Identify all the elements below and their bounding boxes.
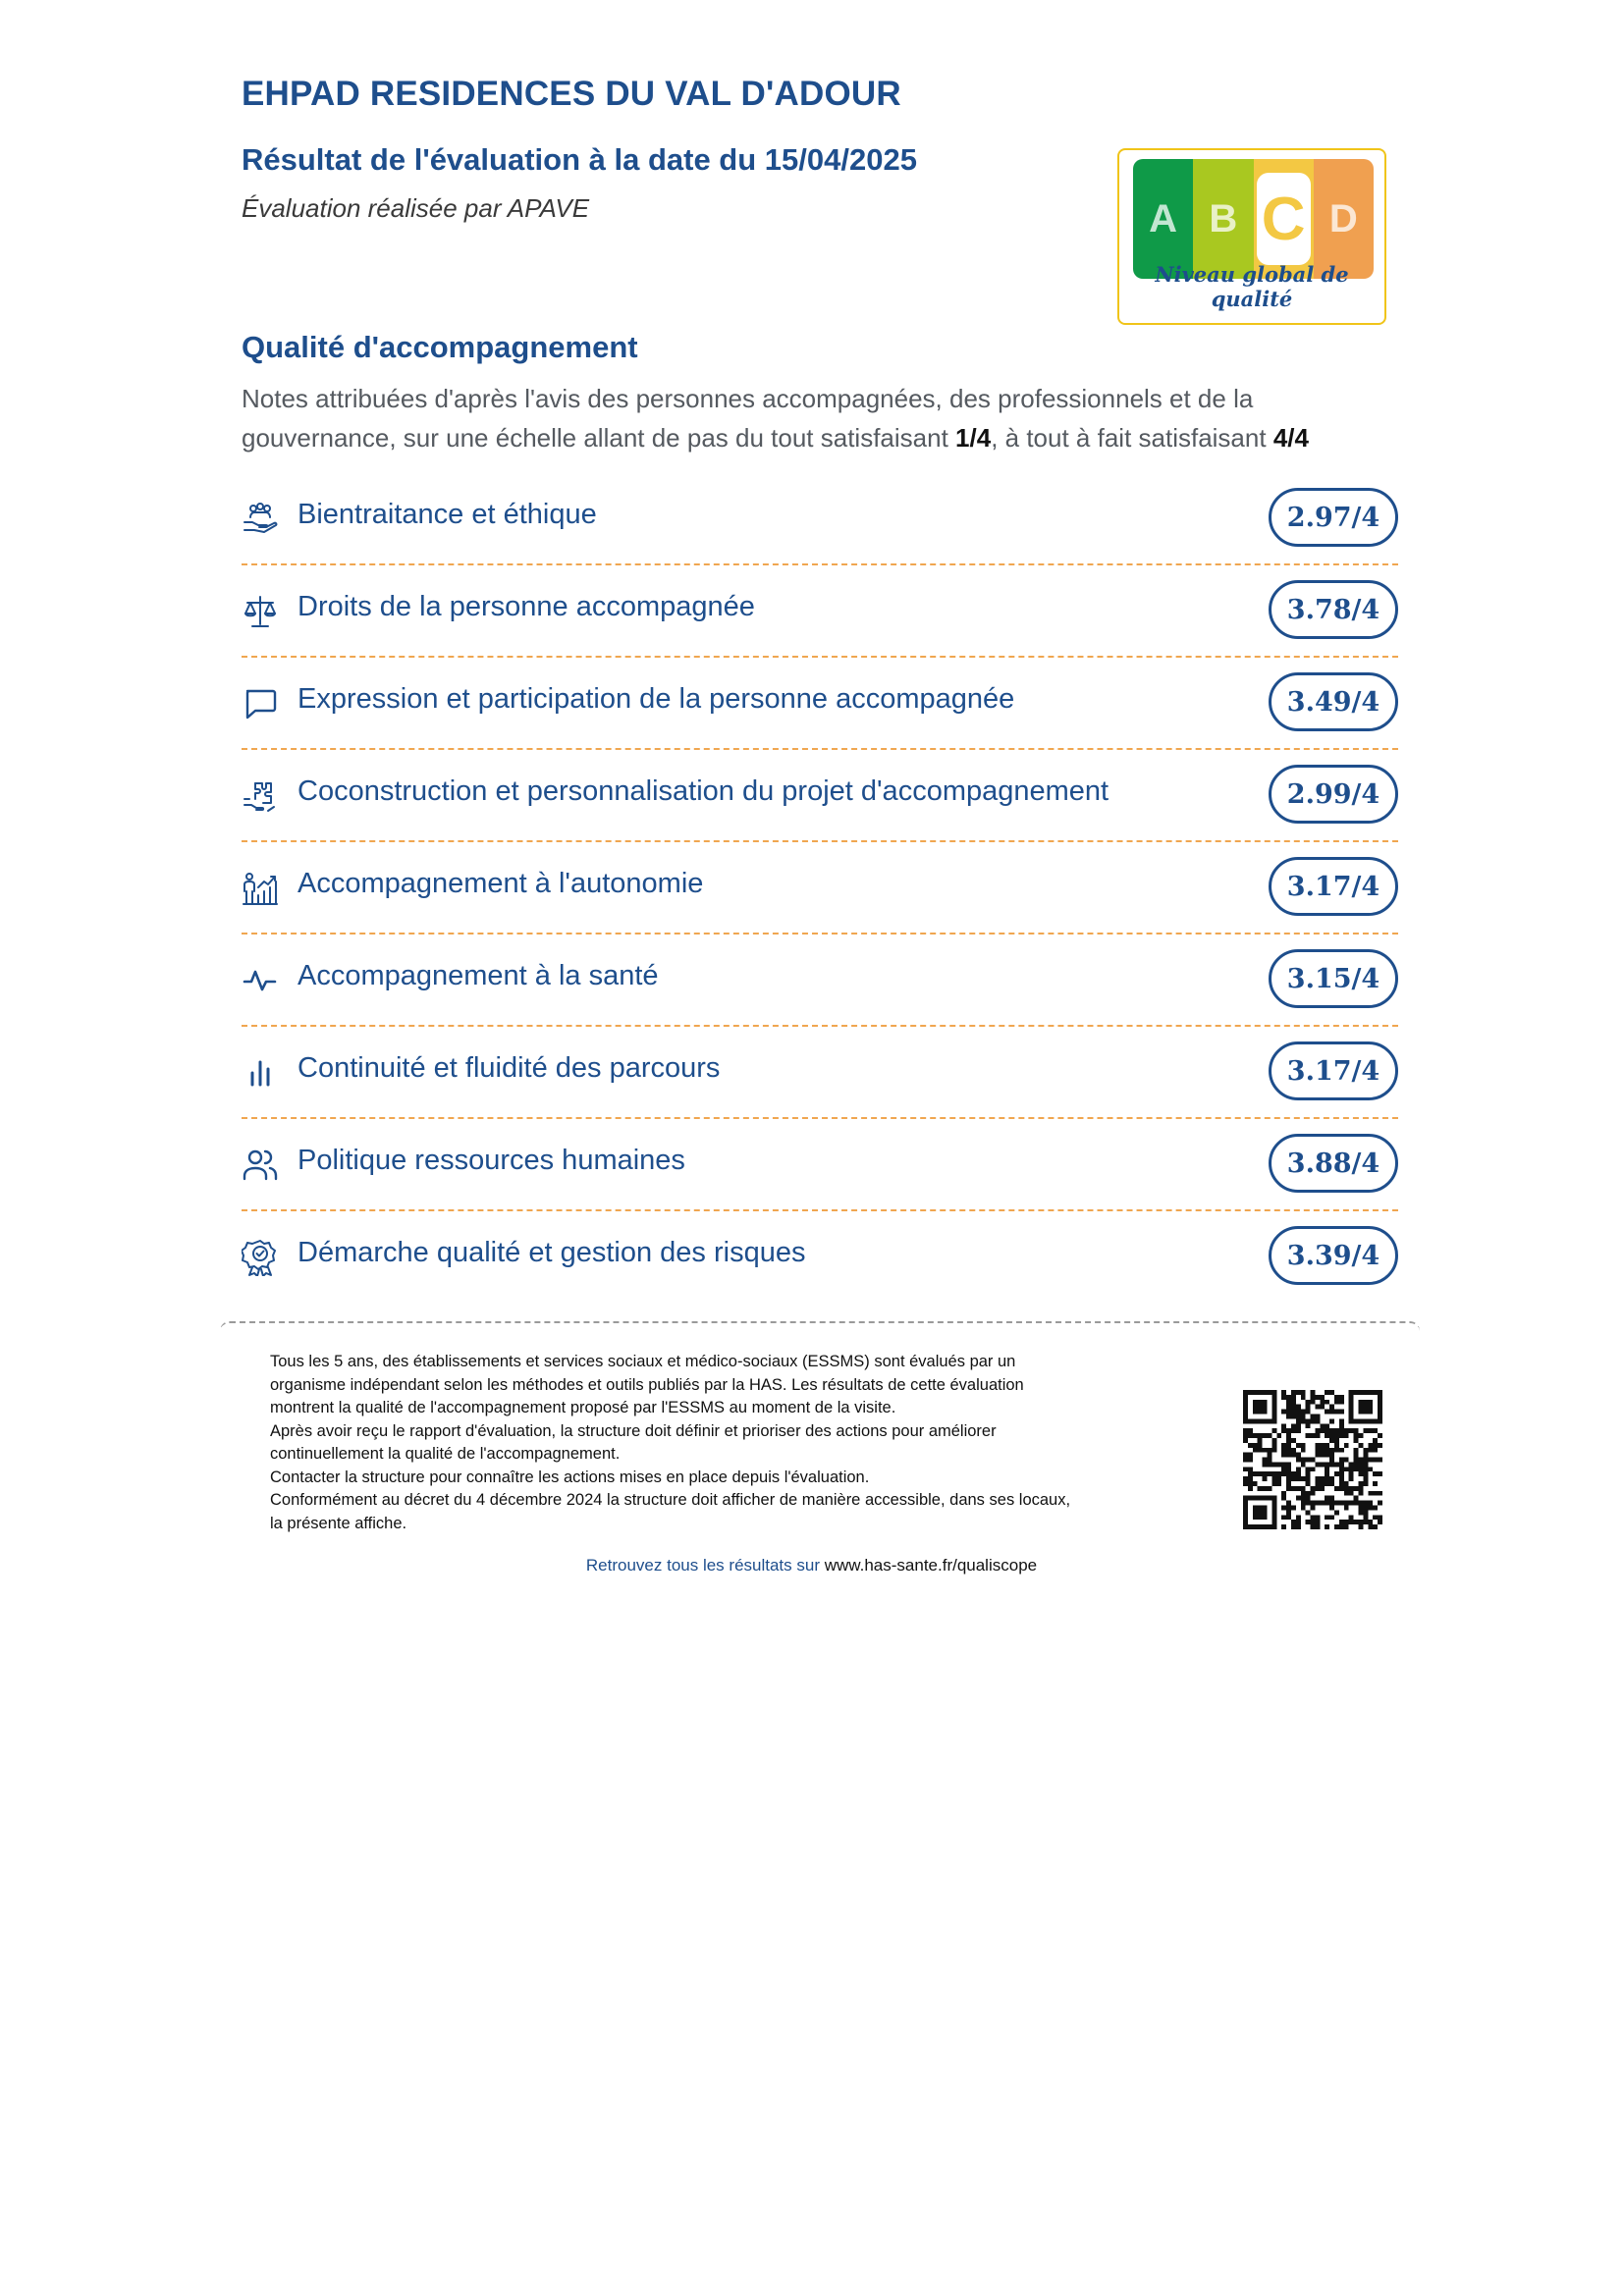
quality-badge (1117, 148, 1386, 325)
criteria-list (242, 473, 1398, 1304)
pulse-icon (242, 962, 279, 999)
level-letter: B (1209, 196, 1238, 240)
evaluator: Évaluation réalisée par APAVE (242, 193, 590, 223)
growth-chart-person-icon (242, 870, 279, 907)
result-title: Résultat de l'évaluation à la date du 15/04/2025 (242, 142, 917, 177)
footer-line: Après avoir reçu le rapport d'évaluation, la structure doit définir et prioriser des actions pour améliorer continuellement la qualité de l'accompagnement. (270, 1421, 997, 1463)
criterion-row (242, 842, 1398, 934)
level-letter: A (1149, 196, 1178, 240)
score-badge: 3.17/4 (1269, 1041, 1398, 1100)
criterion-label: Continuité et fluidité des parcours (298, 1052, 721, 1084)
criterion-row (242, 1119, 1398, 1211)
score-badge: 3.17/4 (1269, 857, 1398, 916)
footer-line: Contacter la structure pour connaître les actions mises en place depuis l'évaluation. (270, 1468, 870, 1486)
criterion-row (242, 473, 1398, 565)
source-url-link[interactable]: www.has-sante.fr/qualiscope (824, 1556, 1038, 1575)
criterion-row (242, 658, 1398, 750)
establishment-name: EHPAD RESIDENCES DU VAL D'ADOUR (242, 75, 901, 113)
active-level: C (1257, 173, 1311, 265)
level-a (1133, 159, 1193, 279)
level-d (1314, 159, 1374, 279)
qr-code-icon[interactable] (1243, 1390, 1382, 1529)
level-c-active (1254, 159, 1314, 279)
criterion-label: Politique ressources humaines (298, 1145, 685, 1176)
score-badge: 3.78/4 (1269, 580, 1398, 639)
level-b (1193, 159, 1253, 279)
quality-scale (1133, 159, 1374, 279)
intro-text-1: Notes attribuées d'après l'avis des personnes accompagnées, des professionnels et de la gouvernance, sur une échelle allant de pas du tout satisfaisant (242, 384, 1254, 453)
criterion-label: Droits de la personne accompagnée (298, 591, 755, 622)
score-badge: 3.88/4 (1269, 1134, 1398, 1193)
criterion-label: Expression et participation de la personne accompagnée (298, 683, 1015, 715)
score-badge: 3.49/4 (1269, 672, 1398, 731)
intro-text-2: , à tout à fait satisfaisant (991, 423, 1273, 453)
score-badge: 2.97/4 (1269, 488, 1398, 547)
criterion-label: Coconstruction et personnalisation du projet d'accompagnement (298, 775, 1109, 807)
level-letter: D (1328, 196, 1358, 240)
footer-line: Tous les 5 ans, des établissements et services sociaux et médico-sociaux (ESSMS) sont évalués par un organisme indépendant selon les méthodes et outils publiés par la HAS. Les résultats de cette évaluation montrent la qualité de l'accompagnement proposé par l'ESSMS au moment de la visite. (270, 1353, 1024, 1416)
criterion-label: Bientraitance et éthique (298, 499, 597, 530)
scale-min: 1/4 (955, 423, 992, 453)
criterion-row (242, 565, 1398, 658)
score-badge: 3.15/4 (1269, 949, 1398, 1008)
criterion-row (242, 934, 1398, 1027)
speech-bubble-icon (242, 685, 279, 722)
scales-icon (242, 593, 279, 630)
bar-chart-icon (242, 1054, 279, 1092)
criterion-label: Accompagnement à la santé (298, 960, 659, 991)
footer-notice (270, 1351, 1085, 1535)
scale-max: 4/4 (1272, 423, 1309, 453)
hands-people-icon (242, 501, 279, 538)
criterion-label: Démarche qualité et gestion des risques (298, 1237, 806, 1268)
section-intro (242, 379, 1400, 457)
score-badge: 2.99/4 (1269, 765, 1398, 824)
criterion-row (242, 1211, 1398, 1304)
puzzle-hands-icon (242, 777, 279, 815)
source-lead: Retrouvez tous les résultats sur (585, 1556, 825, 1575)
section-divider (220, 1321, 1420, 1341)
score-badge: 3.39/4 (1269, 1226, 1398, 1285)
section-title: Qualité d'accompagnement (242, 330, 638, 364)
badge-caption: Niveau global de qualité (1155, 262, 1349, 311)
footer-line: Conformément au décret du 4 décembre 2024 la structure doit afficher de manière accessible, dans ses locaux, la présente affiche. (270, 1491, 1071, 1532)
criterion-row (242, 750, 1398, 842)
source-link-line (0, 1556, 1623, 1575)
users-icon (242, 1147, 279, 1184)
criterion-label: Accompagnement à l'autonomie (298, 868, 704, 899)
quality-seal-icon (242, 1239, 279, 1276)
criterion-row (242, 1027, 1398, 1119)
